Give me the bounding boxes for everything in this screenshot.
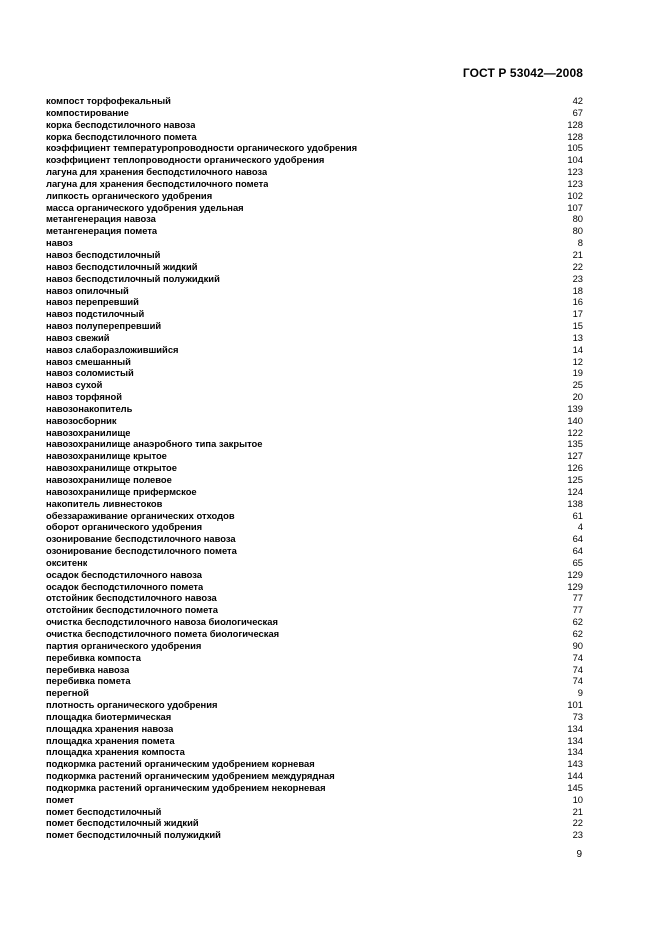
index-term: навоз слаборазложившийся bbox=[46, 343, 179, 355]
index-entry bbox=[46, 498, 583, 510]
index-term: помет бесподстилочный bbox=[46, 805, 162, 817]
index-page-ref: 22 bbox=[572, 260, 583, 272]
index-entry bbox=[46, 829, 583, 841]
index-term: навозохранилище открытое bbox=[46, 462, 177, 474]
index-term: подкормка растений органическим удобрением некорневая bbox=[46, 781, 326, 793]
index-term: навозохранилище анаэробного типа закрытое bbox=[46, 438, 263, 450]
index-page-ref: 107 bbox=[567, 201, 583, 213]
index-term: навоз перепревший bbox=[46, 296, 139, 308]
index-page-ref: 140 bbox=[567, 414, 583, 426]
index-entry bbox=[46, 735, 583, 747]
index-page-ref: 143 bbox=[567, 758, 583, 770]
index-page-ref: 105 bbox=[567, 142, 583, 154]
index-entry bbox=[46, 462, 583, 474]
index-page-ref: 15 bbox=[572, 320, 583, 332]
index-entry bbox=[46, 296, 583, 308]
index-page-ref: 77 bbox=[572, 592, 583, 604]
index-entry bbox=[46, 699, 583, 711]
index-entry bbox=[46, 438, 583, 450]
index-term: очистка бесподстилочного помета биологическая bbox=[46, 627, 280, 639]
index-term: перебивка навоза bbox=[46, 663, 130, 675]
index-page-ref: 9 bbox=[577, 687, 583, 699]
index-term: подкормка растений органическим удобрением корневая bbox=[46, 758, 315, 770]
index-term: навоз опилочный bbox=[46, 284, 129, 296]
index-entry bbox=[46, 225, 583, 237]
index-entry bbox=[46, 581, 583, 593]
index-term: осадок бесподстилочного помета bbox=[46, 580, 204, 592]
index-term: навоз соломистый bbox=[46, 367, 134, 379]
index-term: метангенерация помета bbox=[46, 225, 158, 237]
index-page-ref: 90 bbox=[572, 639, 583, 651]
index-page-ref: 104 bbox=[567, 154, 583, 166]
index-term: помет bbox=[46, 793, 74, 805]
index-term: навозохранилище прифермское bbox=[46, 485, 197, 497]
index-entry bbox=[46, 107, 583, 119]
index-term: корка бесподстилочного помета bbox=[46, 130, 197, 142]
index-entry bbox=[46, 604, 583, 616]
index-term: площадка хранения навоза bbox=[46, 722, 174, 734]
index-entry bbox=[46, 249, 583, 261]
index-entry bbox=[46, 202, 583, 214]
index-entry bbox=[46, 794, 583, 806]
index-entry bbox=[46, 758, 583, 770]
index-page-ref: 13 bbox=[572, 331, 583, 343]
index-page-ref: 21 bbox=[572, 805, 583, 817]
index-entry bbox=[46, 356, 583, 368]
page-number: 9 bbox=[576, 849, 582, 860]
index-entry bbox=[46, 367, 583, 379]
index-page-ref: 25 bbox=[572, 379, 583, 391]
index-page-ref: 138 bbox=[567, 497, 583, 509]
index-entry bbox=[46, 664, 583, 676]
index-entry bbox=[46, 320, 583, 332]
index-entry bbox=[46, 545, 583, 557]
index-term: площадка хранения помета bbox=[46, 734, 175, 746]
index-page-ref: 20 bbox=[572, 391, 583, 403]
index-entry bbox=[46, 308, 583, 320]
index-term: навозохранилище bbox=[46, 426, 131, 438]
index-entry bbox=[46, 154, 583, 166]
index-term: компостирование bbox=[46, 106, 129, 118]
index-page-ref: 126 bbox=[567, 462, 583, 474]
index-page-ref: 65 bbox=[572, 556, 583, 568]
index-entry bbox=[46, 533, 583, 545]
index-page-ref: 64 bbox=[572, 533, 583, 545]
index-entry bbox=[46, 427, 583, 439]
index-term: лагуна для хранения бесподстилочного навоза bbox=[46, 166, 268, 178]
index-term: навоз бесподстилочный полужидкий bbox=[46, 272, 220, 284]
index-term: помет бесподстилочный жидкий bbox=[46, 817, 199, 829]
index-term: навоз bbox=[46, 237, 73, 249]
index-page-ref: 4 bbox=[577, 521, 583, 533]
index-entry bbox=[46, 817, 583, 829]
index-entry bbox=[46, 510, 583, 522]
index-term: навоз смешанный bbox=[46, 355, 131, 367]
index-page-ref: 62 bbox=[572, 616, 583, 628]
index-term: компост торфофекальный bbox=[46, 95, 171, 106]
index-page-ref: 22 bbox=[572, 817, 583, 829]
index-term: навоз полуперепревший bbox=[46, 320, 162, 332]
index-page-ref: 62 bbox=[572, 627, 583, 639]
index-entry bbox=[46, 474, 583, 486]
index-page-ref: 80 bbox=[572, 225, 583, 237]
index-entry bbox=[46, 806, 583, 818]
index-term: навозонакопитель bbox=[46, 402, 133, 414]
index-page-ref: 102 bbox=[567, 189, 583, 201]
index-entry bbox=[46, 616, 583, 628]
index-page-ref: 125 bbox=[567, 474, 583, 485]
index-entry bbox=[46, 142, 583, 154]
index-page-ref: 64 bbox=[572, 545, 583, 557]
index-page-ref: 10 bbox=[572, 793, 583, 805]
index-entry bbox=[46, 261, 583, 273]
index-entry bbox=[46, 746, 583, 758]
index-page-ref: 14 bbox=[572, 343, 583, 355]
index-page-ref: 17 bbox=[572, 308, 583, 320]
index-entry bbox=[46, 379, 583, 391]
index-term: навоз бесподстилочный жидкий bbox=[46, 260, 198, 272]
index-entry bbox=[46, 770, 583, 782]
index-entry bbox=[46, 557, 583, 569]
index-term: площадка хранения компоста bbox=[46, 746, 185, 758]
index-entry bbox=[46, 213, 583, 225]
index-entry bbox=[46, 285, 583, 297]
index-entry bbox=[46, 344, 583, 356]
index-page-ref: 19 bbox=[572, 367, 583, 379]
index-page-ref: 42 bbox=[572, 95, 583, 106]
index-entry bbox=[46, 391, 583, 403]
index-entry bbox=[46, 711, 583, 723]
index-page-ref: 135 bbox=[567, 438, 583, 450]
index-entry bbox=[46, 190, 583, 202]
index-page-ref: 23 bbox=[572, 829, 583, 841]
index-term: оборот органического удобрения bbox=[46, 521, 203, 533]
index-entry bbox=[46, 131, 583, 143]
index-term: навоз свежий bbox=[46, 331, 110, 343]
index-page-ref: 129 bbox=[567, 568, 583, 580]
index-term: очистка бесподстилочного навоза биологическая bbox=[46, 616, 278, 628]
index-term: подкормка растений органическим удобрением междурядная bbox=[46, 770, 335, 782]
index-page-ref: 139 bbox=[567, 402, 583, 414]
index-entry bbox=[46, 415, 583, 427]
index-term: липкость органического удобрения bbox=[46, 189, 213, 201]
index-term: перебивка компоста bbox=[46, 651, 141, 663]
index-page-ref: 77 bbox=[572, 604, 583, 616]
index-term: перегной bbox=[46, 687, 89, 699]
index-entry bbox=[46, 403, 583, 415]
index-page-ref: 144 bbox=[567, 770, 583, 782]
index-entry bbox=[46, 723, 583, 735]
index-term: метангенерация навоза bbox=[46, 213, 156, 225]
index-term: перебивка помета bbox=[46, 675, 131, 687]
index-term: масса органического удобрения удельная bbox=[46, 201, 244, 213]
index-entry bbox=[46, 273, 583, 285]
index-entry bbox=[46, 687, 583, 699]
index-entry bbox=[46, 166, 583, 178]
index-page-ref: 127 bbox=[567, 450, 583, 462]
index-term: озонирование бесподстилочного помета bbox=[46, 545, 237, 557]
index-page-ref: 128 bbox=[567, 130, 583, 142]
index-term: навоз подстилочный bbox=[46, 308, 145, 320]
index-page-ref: 16 bbox=[572, 296, 583, 308]
index-entry bbox=[46, 675, 583, 687]
index-term: обеззараживание органических отходов bbox=[46, 509, 235, 521]
index-page-ref: 8 bbox=[577, 237, 583, 249]
index-entry bbox=[46, 569, 583, 581]
index-page-ref: 129 bbox=[567, 580, 583, 592]
index-page-ref: 101 bbox=[567, 699, 583, 711]
index-page-ref: 74 bbox=[572, 651, 583, 663]
index-term: помет бесподстилочный полужидкий bbox=[46, 829, 221, 841]
index-entry bbox=[46, 592, 583, 604]
index-term: плотность органического удобрения bbox=[46, 699, 218, 711]
index-entry bbox=[46, 640, 583, 652]
index-page-ref: 134 bbox=[567, 722, 583, 734]
index-term: навоз сухой bbox=[46, 379, 103, 391]
index-entry bbox=[46, 652, 583, 664]
index-term: отстойник бесподстилочного помета bbox=[46, 604, 218, 616]
index-page-ref: 67 bbox=[572, 106, 583, 118]
index-page-ref: 23 bbox=[572, 272, 583, 284]
index-entry bbox=[46, 628, 583, 640]
index-term: навоз торфяной bbox=[46, 391, 123, 403]
index-page-ref: 21 bbox=[572, 248, 583, 260]
index-entry bbox=[46, 782, 583, 794]
index-term: осадок бесподстилочного навоза bbox=[46, 568, 203, 580]
index-entry bbox=[46, 332, 583, 344]
index-page-ref: 80 bbox=[572, 213, 583, 225]
index-entry bbox=[46, 450, 583, 462]
index-term: площадка биотермическая bbox=[46, 710, 172, 722]
index-page-ref: 145 bbox=[567, 781, 583, 793]
index-term: окситенк bbox=[46, 556, 88, 568]
index-term: навоз бесподстилочный bbox=[46, 248, 161, 260]
index-term: навозохранилище полевое bbox=[46, 474, 172, 485]
index-entry bbox=[46, 95, 583, 107]
index-page-ref: 12 bbox=[572, 355, 583, 367]
index-page-ref: 128 bbox=[567, 118, 583, 130]
index-term: коэффициент температуропроводности органического удобрения bbox=[46, 142, 358, 154]
index-page-ref: 124 bbox=[567, 485, 583, 497]
index-page-ref: 74 bbox=[572, 675, 583, 687]
index-page-ref: 123 bbox=[567, 166, 583, 178]
document-header: ГОСТ Р 53042—2008 bbox=[462, 66, 583, 80]
index-page-ref: 73 bbox=[572, 710, 583, 722]
index-page-ref: 18 bbox=[572, 284, 583, 296]
index-entry bbox=[46, 237, 583, 249]
index-term: партия органического удобрения bbox=[46, 639, 202, 651]
index-term: навозосборник bbox=[46, 414, 117, 426]
index-term: корка бесподстилочного навоза bbox=[46, 118, 196, 130]
index-term: озонирование бесподстилочного навоза bbox=[46, 533, 236, 545]
index-page-ref: 61 bbox=[572, 509, 583, 521]
term-index-list bbox=[46, 95, 583, 841]
index-term: коэффициент теплопроводности органического удобрения bbox=[46, 154, 325, 166]
index-page-ref: 74 bbox=[572, 663, 583, 675]
index-entry bbox=[46, 486, 583, 498]
index-term: накопитель ливнестоков bbox=[46, 497, 163, 509]
index-entry bbox=[46, 119, 583, 131]
index-page-ref: 134 bbox=[567, 746, 583, 758]
index-term: навозохранилище крытое bbox=[46, 450, 167, 462]
index-page-ref: 123 bbox=[567, 177, 583, 189]
index-entry bbox=[46, 521, 583, 533]
index-page-ref: 122 bbox=[567, 426, 583, 438]
index-term: лагуна для хранения бесподстилочного помета bbox=[46, 177, 269, 189]
index-term: отстойник бесподстилочного навоза bbox=[46, 592, 217, 604]
index-page-ref: 134 bbox=[567, 734, 583, 746]
index-entry bbox=[46, 178, 583, 190]
